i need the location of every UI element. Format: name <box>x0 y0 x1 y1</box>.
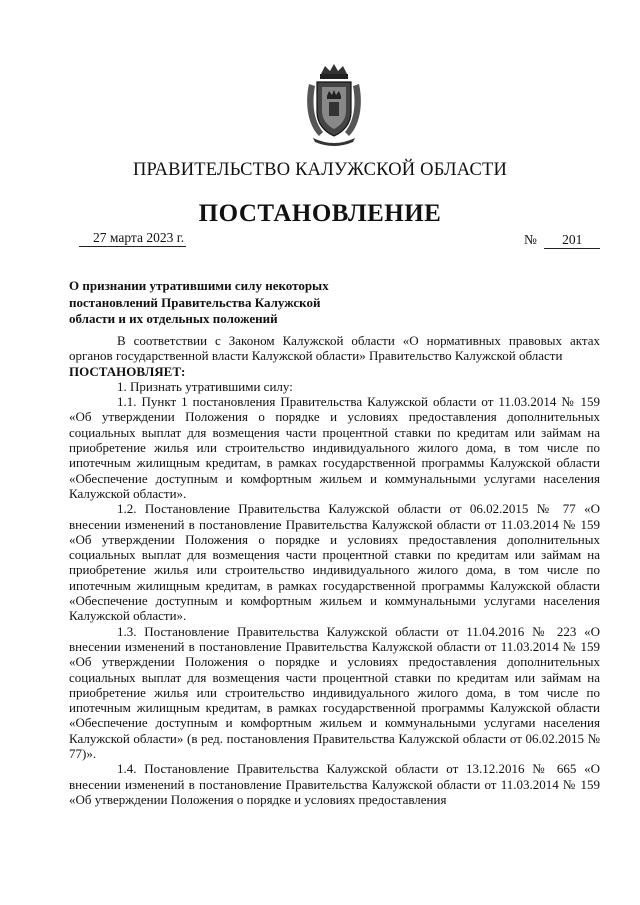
government-name: ПРАВИТЕЛЬСТВО КАЛУЖСКОЙ ОБЛАСТИ <box>132 160 508 180</box>
item-paragraph: 1.3. Постановление Правительства Калужской области от 11.04.2016 № 223 «О внесении изменений в постановление Правительства Калужской области от 11.03.2014 № 159 «Об утверждении Положения о порядке и условиях предоставления дополнительных социальных выплат для возмещения части процентной ставки по кредитам или займам на приобретение жилья или строительство индивидуального жилого дома, в том числе по ипотечным жилищным кредитам, в рамках государственной программы Калужской области «Обеспечение доступным и комфортным жильем и коммунальными услугами населения Калужской области» (в ред. постановления Правительства Калужской области от 06.02.2015 № 77)». <box>69 623 600 762</box>
number-value: 201 <box>544 232 600 249</box>
document-number <box>524 232 600 249</box>
coat-of-arms-icon <box>303 62 365 148</box>
document-date <box>79 230 186 247</box>
number-label: № <box>524 232 537 247</box>
document-type-title: ПОСТАНОВЛЕНИЕ <box>198 200 442 227</box>
item-paragraph: 1.1. Пункт 1 постановления Правительства Калужской области от 11.03.2014 № 159 «Об утверждении Положения о порядке и условиях предоставления дополнительных социальных выплат для возмещения части процентной ставки по кредитам или займам на приобретение жилья или строительство индивидуального жилого дома, в том числе по ипотечным жилищным кредитам, в рамках государственной программы Калужской области «Обеспечение доступным и комфортным жильем и коммунальными услугами населения Калужской области». <box>69 394 600 501</box>
date-value: 27 марта 2023 г. <box>79 230 186 247</box>
item-paragraph: 1. Признать утратившими силу: <box>117 378 293 394</box>
decree-word: ПОСТАНОВЛЯЕТ: <box>69 363 186 379</box>
preamble-paragraph: В соответствии с Законом Калужской области «О нормативных правовых актах органов государственной власти Калужской области» Правительство Калужской области <box>69 333 600 364</box>
item-paragraph: 1.4. Постановление Правительства Калужской области от 13.12.2016 № 665 «О внесении изменений в постановление Правительства Калужской области от 11.03.2014 № 159 «Об утверждении Положения о порядке и условиях предоставления <box>69 761 600 807</box>
document-body <box>69 333 600 807</box>
document-subject: О признании утратившими силу некоторых постановлений Правительства Калужской области и их отдельных положений <box>69 278 329 326</box>
item-paragraph: 1.2. Постановление Правительства Калужской области от 06.02.2015 № 77 «О внесении изменений в постановление Правительства Калужской области от 11.03.2014 № 159 «Об утверждении Положения о порядке и условиях предоставления дополнительных социальных выплат для возмещения части процентной ставки по кредитам или займам на приобретение жилья или строительство индивидуального жилого дома, в том числе по ипотечным жилищным кредитам, в рамках государственной программы Калужской области «Обеспечение доступным и комфортным жильем и коммунальными услугами населения Калужской области». <box>69 501 600 624</box>
